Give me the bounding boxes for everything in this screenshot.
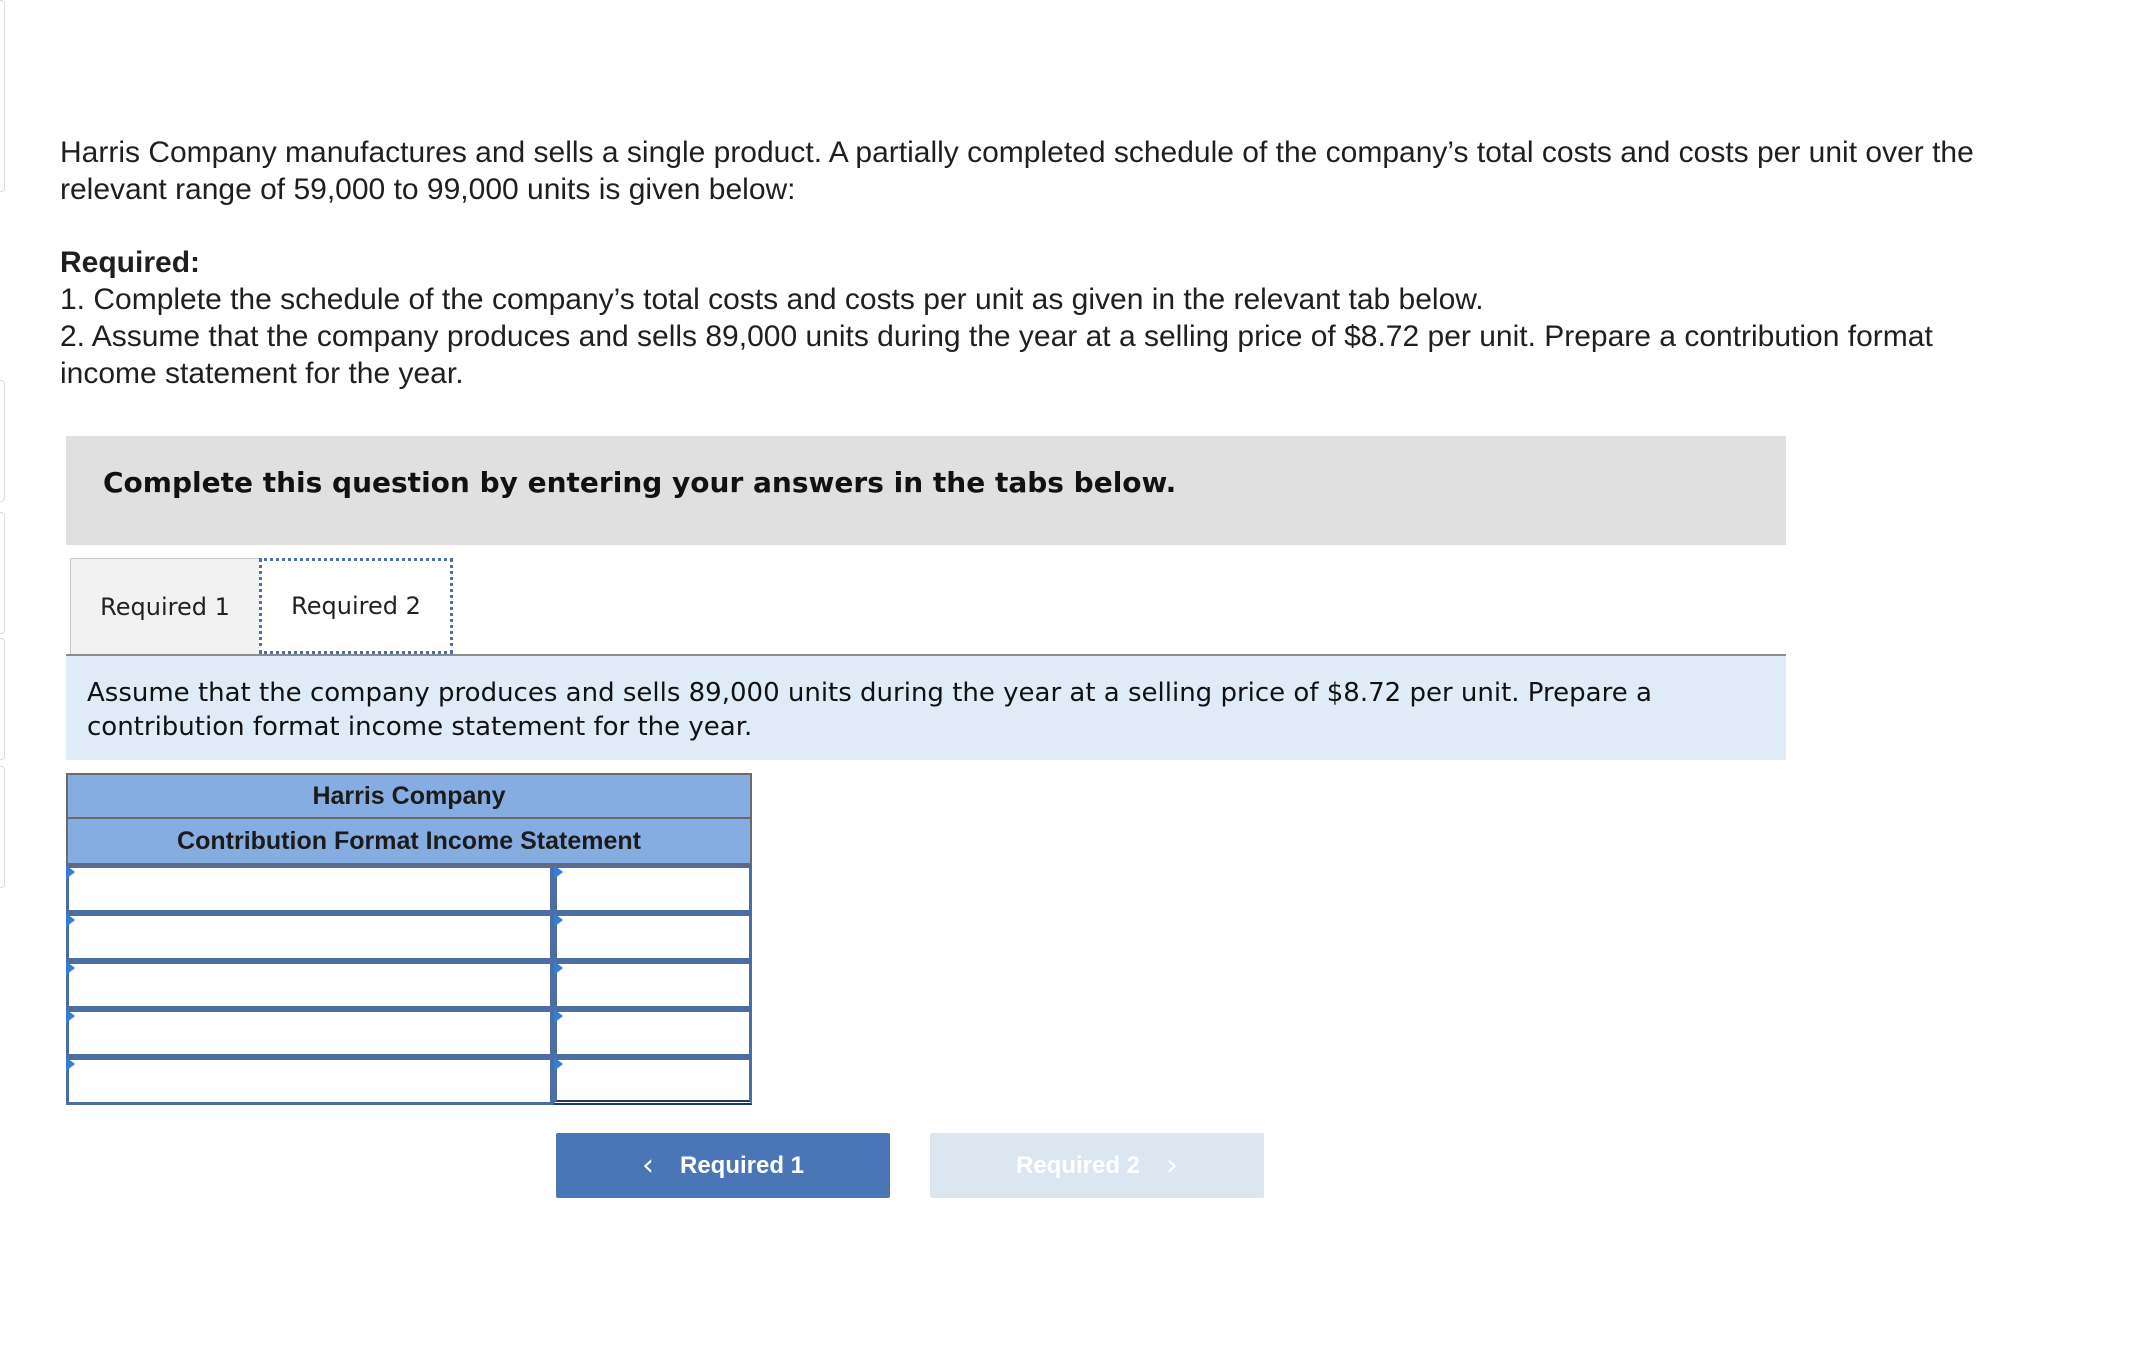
chevron-left-icon: ‹ bbox=[641, 1148, 654, 1183]
question-prompt bbox=[66, 656, 1786, 760]
row-label-dropdown[interactable] bbox=[66, 1057, 553, 1105]
side-panel-edge bbox=[0, 638, 5, 760]
instruction-text: Complete this question by entering your answers in the tabs below. bbox=[103, 466, 1177, 499]
tab-required-2-label: Required 2 bbox=[291, 592, 421, 620]
table-row bbox=[66, 1057, 752, 1105]
prev-required-1-button[interactable] bbox=[556, 1133, 890, 1198]
problem-intro-text: Harris Company manufactures and sells a single product. A partially completed schedule of the company’s total costs and costs per unit over the relevant range of 59,000 to 99,000 units is given below: bbox=[60, 136, 1974, 206]
row-amount-input[interactable] bbox=[553, 913, 752, 961]
row-amount-input[interactable] bbox=[553, 1009, 752, 1057]
prev-button-label: Required 1 bbox=[679, 1151, 805, 1179]
tab-required-1-label: Required 1 bbox=[100, 592, 230, 621]
row-amount-input[interactable] bbox=[553, 1057, 752, 1105]
table-row bbox=[66, 1009, 752, 1057]
required-heading: Required: bbox=[60, 246, 201, 279]
table-row bbox=[66, 913, 752, 961]
statement-company-name: Harris Company bbox=[66, 773, 752, 819]
problem-intro bbox=[60, 134, 1980, 208]
instruction-banner bbox=[66, 436, 1786, 545]
income-statement-table bbox=[66, 773, 752, 1105]
row-label-dropdown[interactable] bbox=[66, 961, 553, 1009]
side-panel-edge bbox=[0, 0, 5, 192]
table-row bbox=[66, 961, 752, 1009]
next-required-2-button[interactable] bbox=[930, 1133, 1264, 1198]
question-prompt-text: Assume that the company produces and sells 89,000 units during the year at a selling price of $8.72 per unit. Prepare a contribution format income statement for the year. bbox=[87, 678, 1652, 742]
side-panel-edge bbox=[0, 512, 5, 634]
table-row bbox=[66, 865, 752, 913]
chevron-right-icon: › bbox=[1166, 1148, 1179, 1183]
row-amount-input[interactable] bbox=[553, 961, 752, 1009]
side-panel-edge bbox=[0, 766, 5, 888]
required-list bbox=[60, 281, 2000, 392]
row-label-dropdown[interactable] bbox=[66, 1009, 553, 1057]
tab-required-2[interactable] bbox=[259, 558, 453, 654]
side-panel-edge bbox=[0, 380, 5, 502]
next-button-label: Required 2 bbox=[1015, 1151, 1141, 1179]
required-item-2: 2. Assume that the company produces and sells 89,000 units during the year at a selling price of $8.72 per unit. Prepare a contribution format income statement for the year. bbox=[60, 320, 1933, 390]
tab-required-1[interactable] bbox=[70, 558, 260, 654]
row-label-dropdown[interactable] bbox=[66, 913, 553, 961]
required-item-1: 1. Complete the schedule of the company’s total costs and costs per unit as given in the relevant tab below. bbox=[60, 283, 1484, 316]
row-label-dropdown[interactable] bbox=[66, 865, 553, 913]
statement-title: Contribution Format Income Statement bbox=[66, 819, 752, 865]
row-amount-input[interactable] bbox=[553, 865, 752, 913]
